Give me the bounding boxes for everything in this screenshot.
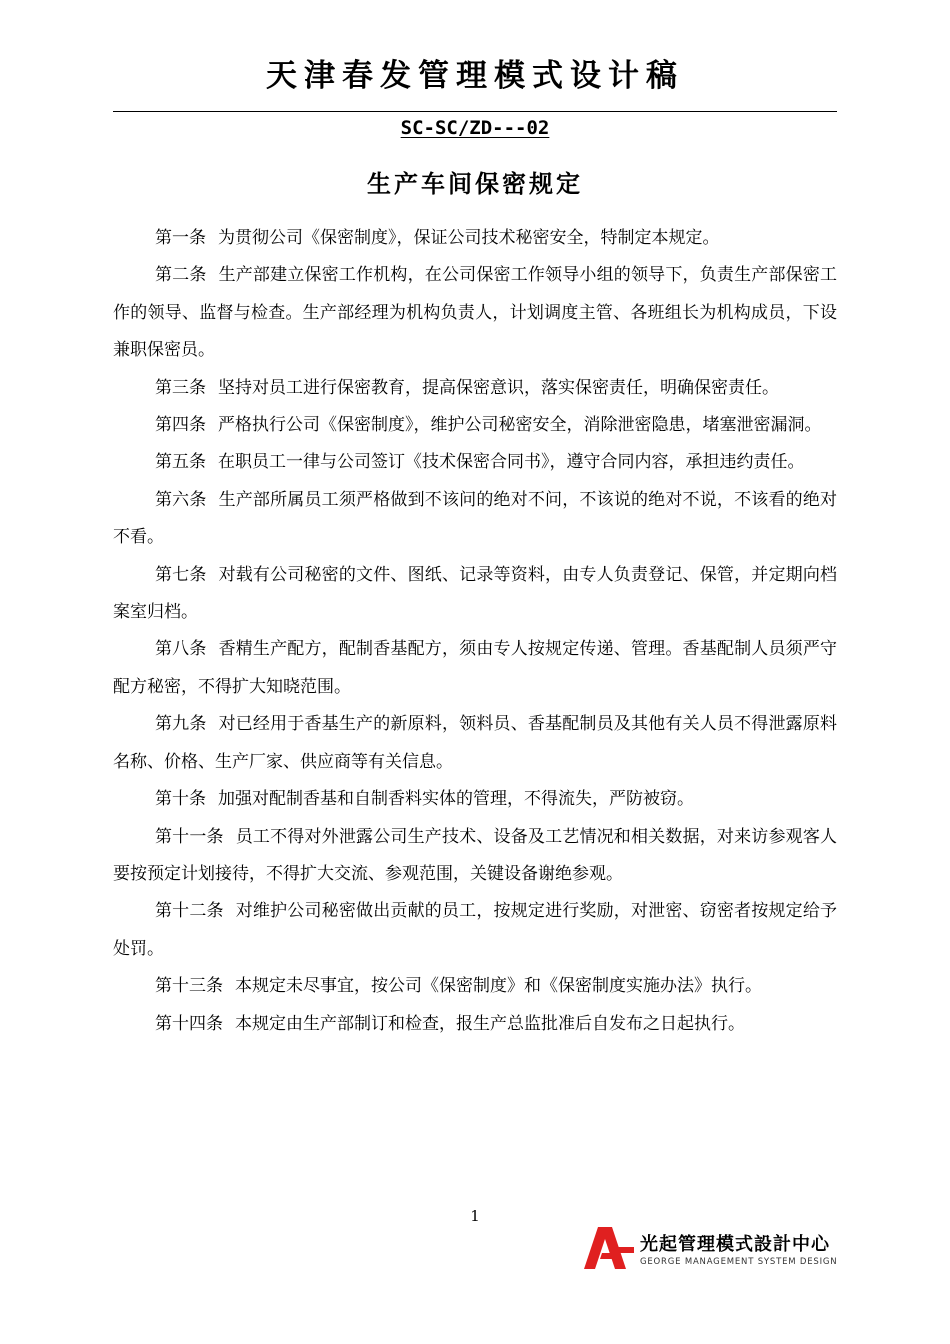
article-11 — [113, 819, 837, 894]
article-text: 对载有公司秘密的文件、图纸、记录等资料，由专人负责登记、保管，并定期向档案室归档。 — [113, 564, 838, 623]
article-7 — [113, 557, 837, 632]
article-10 — [113, 781, 837, 818]
article-text: 本规定由生产部制订和检查，报生产总监批准后自发布之日起执行。 — [235, 1013, 745, 1034]
document-title: 生产车间保密规定 — [367, 169, 583, 198]
article-6 — [113, 482, 837, 557]
article-1 — [113, 220, 837, 257]
article-text: 本规定未尽事宜，按公司《保密制度》和《保密制度实施办法》执行。 — [235, 976, 762, 997]
article-number: 第五条 — [155, 452, 206, 473]
article-4 — [113, 407, 837, 444]
article-number: 第十二条 — [155, 901, 224, 922]
article-number: 第十三条 — [155, 976, 223, 997]
header-divider — [113, 111, 837, 112]
article-text: 香精生产配方，配制香基配方，须由专人按规定传递、管理。香基配制人员须严守配方秘密，不得扩大知晓范围。 — [113, 639, 838, 697]
logo-english-name: GEORGE MANAGEMENT SYSTEM DESIGN — [640, 1257, 838, 1267]
article-number: 第十四条 — [155, 1013, 223, 1034]
article-text: 坚持对员工进行保密教育，提高保密意识，落实保密责任，明确保密责任。 — [218, 377, 779, 398]
article-number: 第九条 — [155, 714, 207, 735]
article-8 — [113, 631, 837, 706]
article-9 — [113, 706, 837, 781]
article-number: 第六条 — [155, 489, 207, 510]
article-text: 严格执行公司《保密制度》，维护公司秘密安全，消除泄密隐患，堵塞泄密漏洞。 — [218, 415, 822, 436]
article-list — [113, 220, 837, 1043]
page-number: 1 — [470, 1207, 480, 1225]
article-text: 在职员工一律与公司签订《技术保密合同书》，遵守合同内容，承担违约责任。 — [218, 452, 805, 473]
article-number: 第四条 — [155, 415, 206, 436]
article-number: 第一条 — [155, 228, 206, 248]
article-3 — [113, 370, 837, 407]
article-number: 第三条 — [155, 377, 206, 398]
article-12 — [113, 893, 837, 968]
article-13 — [113, 968, 837, 1005]
logo-a-mark-icon — [576, 1227, 634, 1269]
article-number: 第七条 — [155, 564, 207, 585]
page-header-title: 天津春发管理模式设计稿 — [266, 58, 684, 94]
article-14 — [113, 1006, 837, 1043]
article-text: 对维护公司秘密做出贡献的员工，按规定进行奖励，对泄密、窃密者按规定给予处罚。 — [113, 901, 838, 959]
article-2 — [113, 257, 837, 369]
document-code — [0, 117, 950, 139]
article-text: 生产部建立保密工作机构，在公司保密工作领导小组的领导下，负责生产部保密工作的领导、监督与检查。生产部经理为机构负责人，计划调度主管、各班组长为机构成员，下设兼职保密员。 — [113, 265, 838, 361]
article-number: 第十条 — [155, 789, 206, 810]
article-text: 对已经用于香基生产的新原料，领料员、香基配制员及其他有关人员不得泄露原料名称、价格、生产厂家、供应商等有关信息。 — [113, 714, 838, 772]
article-text: 加强对配制香基和自制香料实体的管理，不得流失，严防被窃。 — [218, 789, 694, 810]
document-code-text: SC-SC/ZD---02 — [400, 117, 550, 139]
logo-company-name: 光起管理模式設計中心 — [640, 1234, 830, 1255]
article-text: 员工不得对外泄露公司生产技术、设备及工艺情况和相关数据，对来访参观客人要按预定计划接待，不得扩大交流、参观范围，关键设备谢绝参观。 — [113, 826, 838, 884]
article-text: 生产部所属员工须严格做到不该问的绝对不问，不该说的绝对不说，不该看的绝对不看。 — [113, 489, 838, 548]
article-number: 第八条 — [155, 639, 207, 660]
article-5 — [113, 444, 837, 481]
company-logo — [576, 1227, 838, 1271]
article-text: 为贯彻公司《保密制度》，保证公司技术秘密安全，特制定本规定。 — [218, 228, 720, 248]
article-number: 第二条 — [155, 265, 207, 286]
article-number: 第十一条 — [155, 826, 224, 847]
